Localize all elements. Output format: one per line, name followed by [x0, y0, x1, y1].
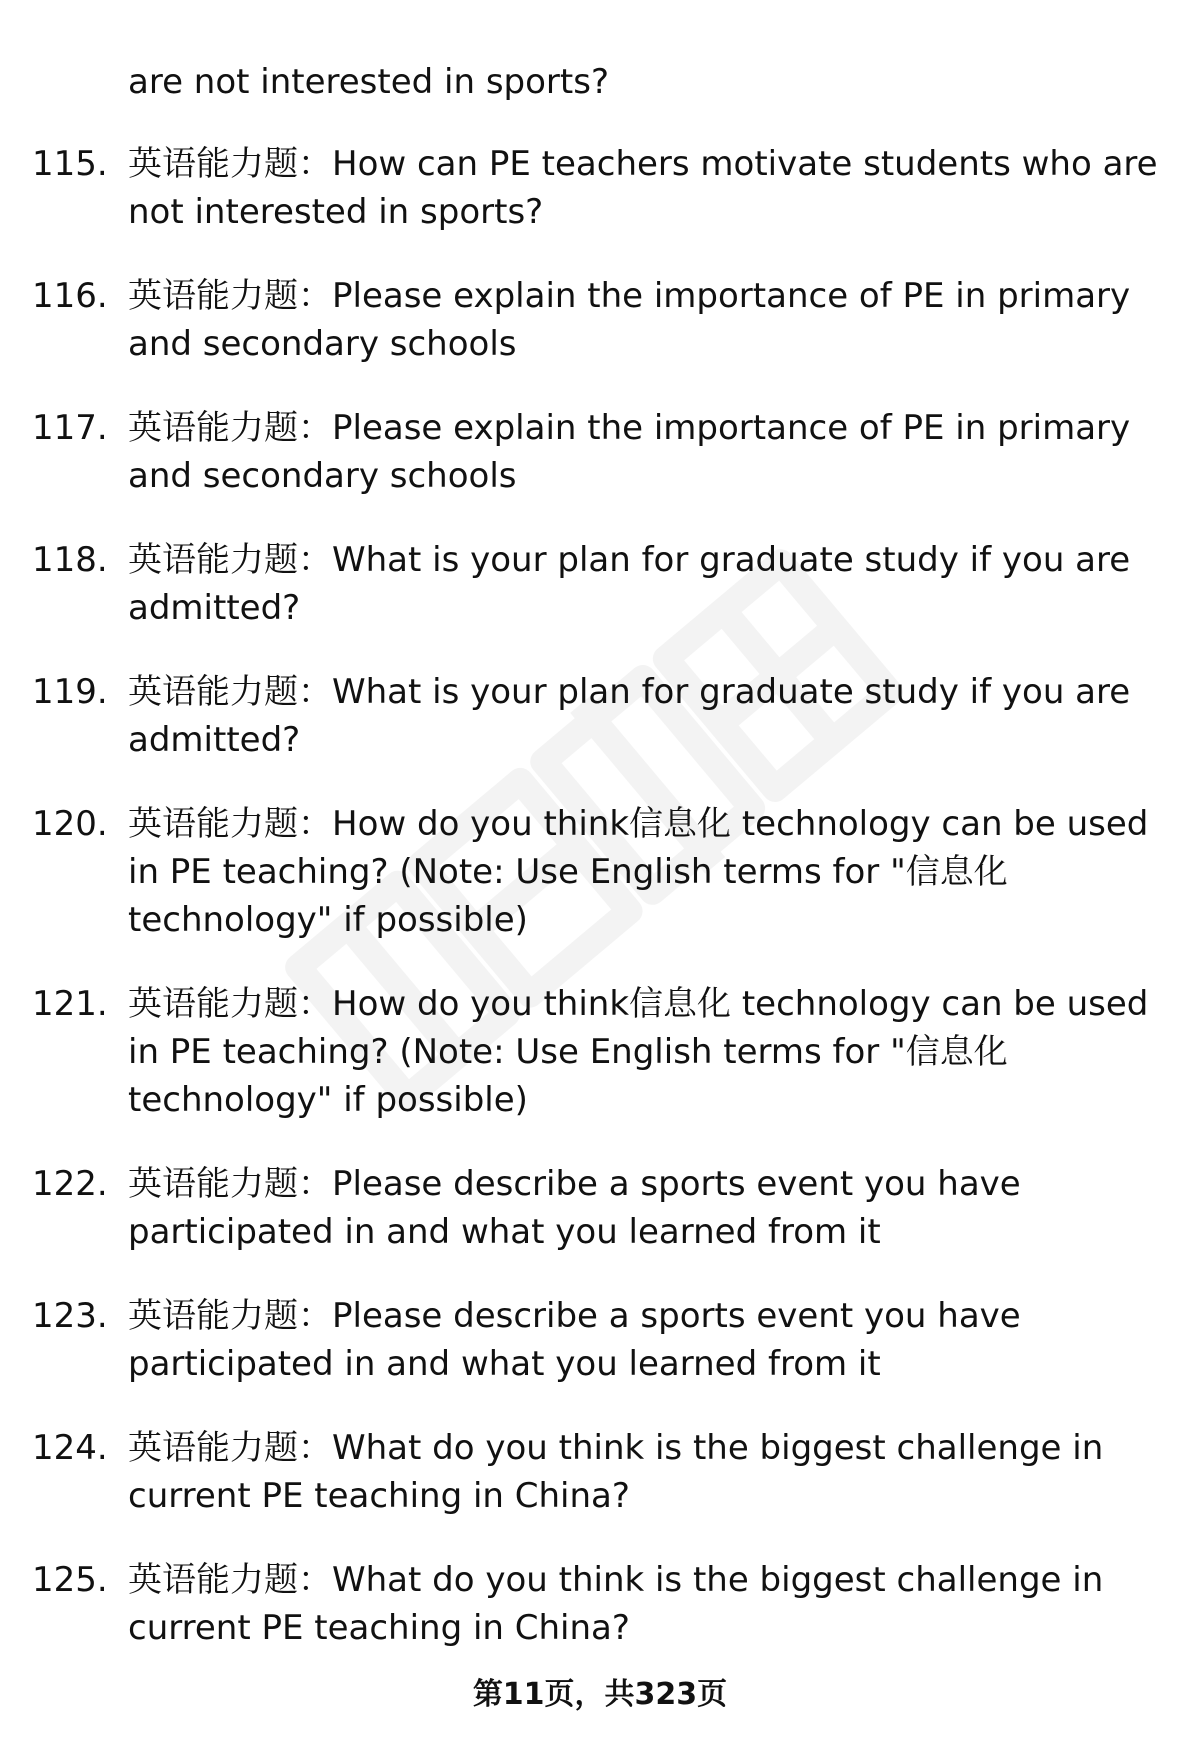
question-number: 120.	[32, 804, 108, 844]
question-label: 英语能力题：	[128, 1428, 332, 1468]
question-number: 125.	[32, 1560, 108, 1600]
question-label: 英语能力题：	[128, 408, 332, 448]
question-number: 116.	[32, 276, 108, 316]
question-label: 英语能力题：	[128, 540, 332, 580]
list-item	[0, 140, 1200, 236]
question-body: What is your plan for graduate study if you are admitted?	[128, 672, 1131, 760]
question-body: Please describe a sports event you have participated in and what you learned from it	[128, 1296, 1021, 1384]
question-body: Please explain the importance of PE in primary and secondary schools	[128, 408, 1131, 496]
question-body: How can PE teachers motivate students who are not interested in sports?	[128, 144, 1158, 232]
question-text	[128, 980, 1160, 1124]
question-label: 英语能力题：	[128, 804, 332, 844]
list-item	[0, 536, 1200, 632]
question-label: 英语能力题：	[128, 984, 332, 1024]
list-item	[0, 1292, 1200, 1388]
question-text	[128, 1556, 1160, 1652]
question-body: What is your plan for graduate study if you are admitted?	[128, 540, 1131, 628]
question-number: 118.	[32, 540, 108, 580]
question-label: 英语能力题：	[128, 276, 332, 316]
list-item	[0, 1556, 1200, 1652]
list-item	[0, 1424, 1200, 1520]
question-text	[128, 272, 1160, 368]
list-item	[0, 668, 1200, 764]
question-label: 英语能力题：	[128, 144, 332, 184]
question-body: What do you think is the biggest challenge in current PE teaching in China?	[128, 1428, 1104, 1516]
question-text	[128, 1292, 1160, 1388]
question-text	[128, 1424, 1160, 1520]
question-label: 英语能力题：	[128, 672, 332, 712]
question-body: How do you think信息化 technology can be used in PE teaching? (Note: Use English terms for "信息化 technology" if possible)	[128, 804, 1149, 940]
question-number: 122.	[32, 1164, 108, 1204]
question-text	[128, 800, 1160, 944]
question-number: 123.	[32, 1296, 108, 1336]
question-text	[128, 404, 1160, 500]
question-number: 124.	[32, 1428, 108, 1468]
list-item	[0, 980, 1200, 1124]
question-label: 英语能力题：	[128, 1164, 332, 1204]
list-item	[0, 404, 1200, 500]
list-item	[0, 1160, 1200, 1256]
continued-question-text: are not interested in sports?	[128, 62, 609, 102]
question-body: Please describe a sports event you have participated in and what you learned from it	[128, 1164, 1021, 1252]
question-number: 119.	[32, 672, 108, 712]
question-number: 121.	[32, 984, 108, 1024]
question-body: How do you think信息化 technology can be used in PE teaching? (Note: Use English terms for "信息化 technology" if possible)	[128, 984, 1149, 1120]
question-list	[0, 140, 1200, 1688]
list-item	[0, 272, 1200, 368]
question-text	[128, 668, 1160, 764]
question-label: 英语能力题：	[128, 1560, 332, 1600]
list-item	[0, 800, 1200, 944]
question-number: 117.	[32, 408, 108, 448]
page-number-footer: 第11页，共323页	[472, 1677, 728, 1712]
question-body: Please explain the importance of PE in primary and secondary schools	[128, 276, 1131, 364]
question-text	[128, 1160, 1160, 1256]
question-body: What do you think is the biggest challenge in current PE teaching in China?	[128, 1560, 1104, 1648]
question-text	[128, 536, 1160, 632]
question-text	[128, 140, 1160, 236]
question-label: 英语能力题：	[128, 1296, 332, 1336]
question-number: 115.	[32, 144, 108, 184]
